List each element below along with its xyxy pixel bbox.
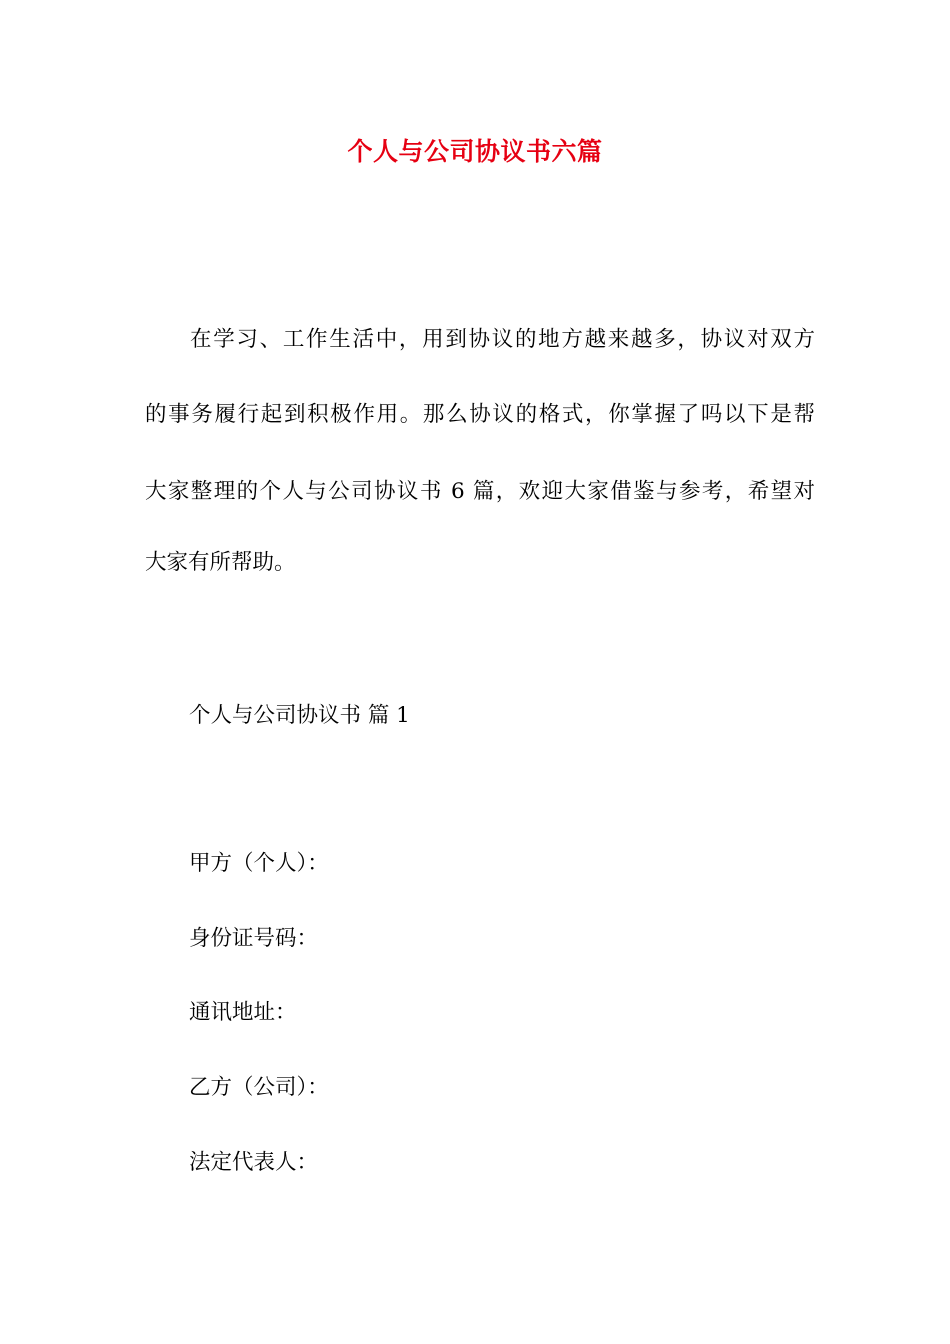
field-id-number: 身份证号码：	[189, 926, 319, 951]
field-address: 通讯地址：	[189, 1000, 297, 1025]
intro-line-4: 大家有所帮助。	[145, 550, 296, 575]
field-party-b: 乙方（公司）：	[189, 1075, 329, 1100]
intro-line-1: 在学习、工作生活中，用到协议的地方越来越多，协议对双方	[190, 327, 815, 352]
field-legal-rep: 法定代表人：	[189, 1150, 319, 1175]
section-heading: 个人与公司协议书 篇 1	[189, 703, 410, 728]
intro-line-2: 的事务履行起到积极作用。那么协议的格式，你掌握了吗以下是帮	[145, 402, 815, 427]
document-title: 个人与公司协议书六篇	[347, 137, 603, 166]
field-party-a: 甲方（个人）：	[189, 851, 329, 876]
intro-line-3: 大家整理的个人与公司协议书 6 篇，欢迎大家借鉴与参考，希望对	[145, 479, 815, 504]
